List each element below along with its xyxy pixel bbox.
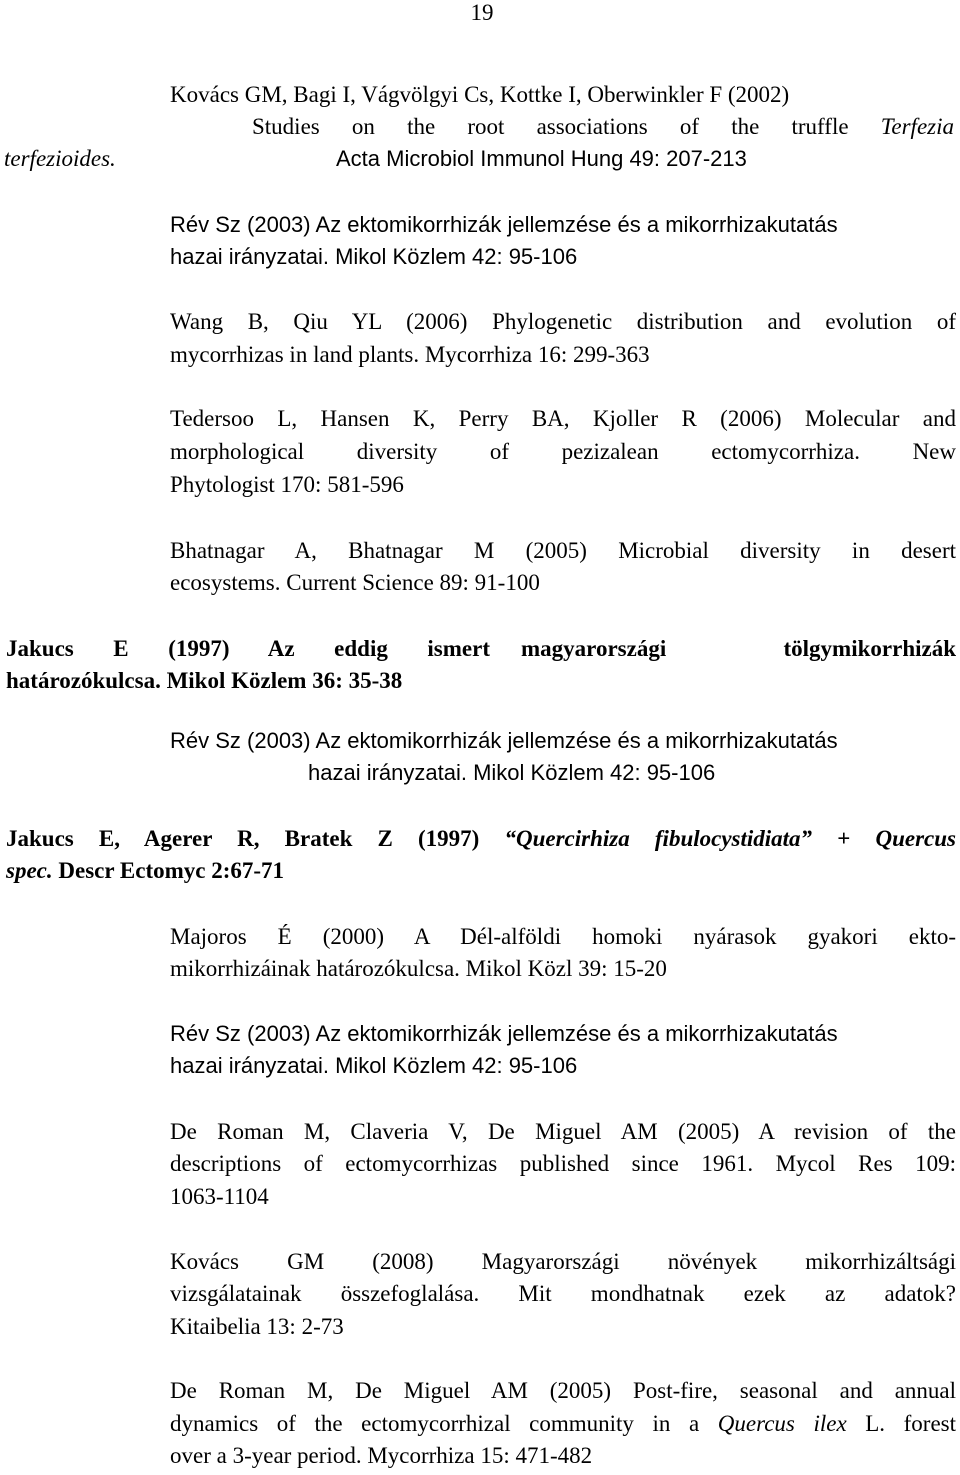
reference-line: Kovács GM, Bagi I, Vágvölgyi Cs, Kottke I, Oberwinkler F (2002) (170, 82, 790, 107)
reference-line: 1063-1104 (170, 1184, 269, 1209)
page-number: 19 (470, 0, 494, 25)
reference-line: Acta Microbiol Immunol Hung 49: 207-213 (336, 146, 747, 171)
reference-line: hazai irányzatai. Mikol Közlem 42: 95-106 (170, 244, 578, 269)
reference-line: Studies on the root associations of the truffle Terfezia (252, 114, 954, 139)
reference-line: ecosystems. Current Science 89: 91-100 (170, 570, 540, 595)
reference-line: hazai irányzatai. Mikol Közlem 42: 95-106 (170, 1053, 578, 1078)
reference-line: terfezioides. (4, 146, 116, 171)
reference-line: Majoros É (2000) A Dél-alföldi homoki nyárasok gyakori ekto- (170, 924, 956, 949)
reference-line: De Roman M, Claveria V, De Miguel AM (2005) A revision of the (170, 1119, 956, 1144)
reference-line: Bhatnagar A, Bhatnagar M (2005) Microbial diversity in desert (170, 538, 956, 563)
reference-line: hazai irányzatai. Mikol Közlem 42: 95-106 (308, 760, 716, 785)
reference-line: Rév Sz (2003) Az ektomikorrhizák jellemzése és a mikorrhizakutatás (170, 728, 838, 753)
reference-line: dynamics of the ectomycorrhizal community in a Quercus ilex L. forest (170, 1411, 956, 1436)
reference-line: over a 3-year period. Mycorrhiza 15: 471-482 (170, 1443, 593, 1468)
reference-line: Kovács GM (2008) Magyarországi növények mikorrhizáltsági (170, 1249, 956, 1274)
reference-line: határozókulcsa. Mikol Közlem 36: 35-38 (6, 668, 403, 693)
reference-line: morphological diversity of pezizalean ectomycorrhiza. New (170, 439, 956, 464)
reference-line: mycorrhizas in land plants. Mycorrhiza 16: 299-363 (170, 342, 650, 367)
reference-line: Tedersoo L, Hansen K, Perry BA, Kjoller R (2006) Molecular and (170, 406, 956, 431)
reference-line: Phytologist 170: 581-596 (170, 472, 404, 497)
reference-line: Rév Sz (2003) Az ektomikorrhizák jellemzése és a mikorrhizakutatás (170, 212, 838, 237)
reference-line: Rév Sz (2003) Az ektomikorrhizák jellemzése és a mikorrhizakutatás (170, 1021, 838, 1046)
reference-line: spec. Descr Ectomyc 2:67-71 (6, 858, 285, 883)
reference-line: magyarországi tölgymikorrhizák (521, 636, 956, 661)
reference-line: vizsgálatainak összefoglalása. Mit mondhatnak ezek az adatok? (170, 1281, 956, 1306)
reference-line: Wang B, Qiu YL (2006) Phylogenetic distribution and evolution of (170, 309, 956, 334)
reference-line: descriptions of ectomycorrhizas published since 1961. Mycol Res 109: (170, 1151, 956, 1176)
reference-line: Jakucs E (1997) Az eddig ismert (6, 636, 490, 661)
reference-line: De Roman M, De Miguel AM (2005) Post-fire, seasonal and annual (170, 1378, 956, 1403)
reference-line: Kitaibelia 13: 2-73 (170, 1314, 344, 1339)
reference-line: Jakucs E, Agerer R, Bratek Z (1997) “Quercirhiza fibulocystidiata” + Quercus (6, 826, 956, 851)
reference-line: mikorrhizáinak határozókulcsa. Mikol Közl 39: 15-20 (170, 956, 667, 981)
